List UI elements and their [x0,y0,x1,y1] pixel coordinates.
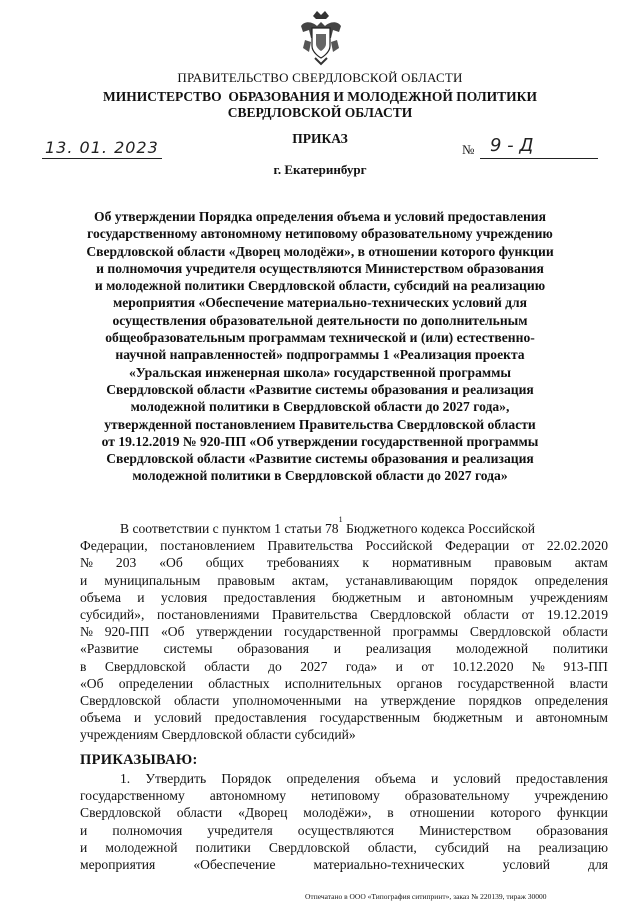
preamble-text: Бюджетного кодекса Российской [342,521,536,536]
word: политики [552,641,608,657]
preamble-line [80,709,608,726]
word: объема [80,710,121,726]
word: государственной [283,624,381,640]
word: № [80,624,93,640]
preamble-text: В соответствии с пунктом 1 статьи 78 [120,521,339,536]
word: государственному [80,788,185,804]
word: и [395,658,403,674]
word: молодежной [105,839,178,855]
word: субсидий [434,839,490,855]
word: на [507,839,521,855]
preamble-line [80,692,608,709]
word: Порядок [221,771,272,786]
word: «Об [159,555,183,571]
preamble-line [80,675,608,692]
word: и [137,589,145,605]
word: бюджетным [433,710,503,726]
word: Федерации [445,538,510,554]
word: муниципальным [104,572,201,588]
title-line: Об утверждении Порядка определения объема и условий предоставления [94,209,546,224]
ministry-name [0,89,640,121]
title-line: Свердловской области «Дворец молодёжи», в отношении которого функции [86,243,554,259]
word: от [521,606,535,622]
city: г. Екатеринбург [273,162,367,177]
word: образования [237,641,310,657]
word: образования [536,822,608,838]
title-line: от 19.12.2019 № 920-ПП «Об утверждении государственной программы [101,433,539,449]
ministry-line-1: МИНИСТЕРСТВО ОБРАЗОВАНИЯ И МОЛОДЕЖНОЙ ПОЛИТИКИ [103,89,537,104]
word: актам, [291,572,329,588]
preamble-line [80,572,608,589]
word: нетиповому [310,788,380,804]
word: области [463,606,510,622]
word: программы [392,624,459,640]
word: Министерством [419,822,512,838]
word: утверждении [196,624,273,640]
order-directive: ПРИКАЗЫВАЮ: [80,752,198,768]
word: условий [453,771,501,786]
word: порядков [468,692,522,708]
preamble-line [80,640,608,657]
word: Свердловской [370,606,452,622]
word: № [80,555,93,571]
word: 203 [115,555,137,571]
word: нормативным [391,555,472,571]
word: политики [195,839,251,855]
word: условий [502,856,551,872]
word: и [515,710,523,726]
word: предоставления [515,771,608,786]
word: и [80,839,88,855]
word: Федерации, [80,538,148,554]
word: молодежной [456,641,529,657]
word: постановлениями [156,606,260,622]
word: материально-технических [313,856,465,872]
word: актам [574,555,608,571]
word: правовым [494,555,552,571]
title-line: утвержденной постановлением Правительства Свердловской области [104,416,536,432]
word: Российской [365,538,433,554]
superscript: 1 [338,515,343,524]
number-sign: № [462,142,475,157]
word: «Развитие [80,641,139,657]
word: автономным [535,710,608,726]
word: в [80,658,87,674]
word: автономным [441,589,514,605]
word: требованиях [266,555,340,571]
order-item-1 [80,770,608,873]
word: определения [286,771,360,786]
item-line [80,856,608,873]
word: и [80,822,88,838]
word: Свердловской [80,692,161,708]
word: бюджетным [331,589,402,605]
word: на [354,692,368,708]
item-line [80,822,608,839]
word: порядок [470,572,518,588]
item-line [80,839,608,856]
word: определения [534,572,608,588]
title-line: молодежной политики в Свердловской области до 2027 года» [132,468,508,484]
government-name: ПРАВИТЕЛЬСТВО СВЕРДЛОВСКОЙ ОБЛАСТИ [177,70,463,85]
word: предоставления [214,710,307,726]
handwritten-date: 13. 01. 2023 [45,138,159,157]
word: «Обеспечение [193,856,276,872]
word: областных [208,675,270,691]
word: и [417,589,425,605]
word: области [173,692,220,708]
word: исполнительных [284,675,382,691]
word: общих [205,555,244,571]
word: и [133,710,142,726]
word: Свердловской [80,805,161,821]
word: органов [396,675,443,691]
word: 19.12.2019 [546,606,608,622]
word: Правительства [267,538,354,554]
word: молодёжи», [303,805,372,821]
word: постановлением [160,538,256,554]
word: № [531,658,545,674]
word: правовым [217,572,275,588]
word: определении [118,675,194,691]
word: условий [154,710,202,726]
title-line: государственному автономному нетиповому образовательному учреждению [87,226,553,242]
title-line: и полномочия учредителя осуществляются Министерством образования [96,260,544,276]
title-line: общеобразовательным программам технической и (или) естественно- [105,330,535,346]
preamble-paragraph [80,515,608,743]
title-line: молодежной политики в Свердловской области до 2027 года», [130,399,510,415]
preamble-first-line [80,515,608,537]
word: которого [490,805,542,821]
word: года» [345,658,378,674]
preamble-line [80,623,608,640]
word: и [333,641,342,657]
word: 10.12.2020 [452,658,514,674]
word: реализация [365,641,432,657]
title-line: мероприятия «Обеспечение материально-технических условий для [112,295,528,311]
word: области [204,658,250,674]
word: условия [160,589,208,605]
word: 22.02.2020 [546,538,608,554]
word: власти [569,675,608,691]
word: предоставления [223,589,316,605]
word: Свердловской [268,839,350,855]
word: «Об [160,624,185,640]
word: уполномоченными [232,692,342,708]
item-line [80,787,608,804]
word: образовательному [404,788,510,804]
word: объема [80,589,121,605]
word: 920-ПП [104,624,150,640]
word: утверждение [380,692,456,708]
word: области, [367,839,417,855]
preamble-line [80,606,608,623]
word: учреждению [534,788,608,804]
document-title [68,208,572,485]
ministry-line-2: СВЕРДЛОВСКОЙ ОБЛАСТИ [227,105,413,120]
word: области [562,624,608,640]
word: до [268,658,282,674]
word: от [421,658,434,674]
title-line: научной направленностей» подпрограммы 1 «Реализация проекта [115,347,525,363]
word: 913-ПП [563,658,608,674]
word: определения [534,692,608,708]
word: учреждениям [529,589,608,605]
preamble-line [80,537,608,554]
word: субсидий», [80,606,145,622]
title-line: «Уральская инженерная школа» государственной программы [129,364,511,380]
word: 2027 [300,658,328,674]
word: для [588,856,608,872]
item-line [80,804,608,821]
word: объема [374,771,416,786]
word: государственным [319,710,421,726]
print-footer: Отпечатано в ООО «Типография ситипринт», заказ № 220139, тираж 30000 [305,892,547,901]
word: области [176,805,223,821]
word: и [430,771,439,786]
word: полномочия [112,822,183,838]
word: к [362,555,369,571]
coat-of-arms-emblem [295,8,347,66]
word: отношении [409,805,475,821]
word: функции [556,805,608,821]
title-line: и молодежной политики Свердловской области, субсидий на реализацию [94,278,546,294]
preamble-line [80,589,608,606]
preamble-line [80,554,608,571]
word: в [387,805,394,821]
word: Правительства [271,606,358,622]
word: 1. [120,771,131,786]
word: государственной [457,675,555,691]
word: Свердловской [104,658,186,674]
title-line: осуществления образовательной деятельности по дополнительным [112,312,528,328]
word: мероприятия [80,856,156,872]
word: и [80,572,88,588]
word: устанавливающим [345,572,453,588]
doc-type: ПРИКАЗ [292,131,348,146]
word: «Об [80,675,104,691]
word: системы [163,641,213,657]
preamble-line [80,658,608,675]
preamble-line [80,726,608,743]
item-line [80,770,608,787]
word: учредителя [207,822,273,838]
word: реализацию [538,839,608,855]
word: автономному [209,788,287,804]
word: осуществляются [297,822,395,838]
title-line: Свердловской области «Развитие системы образования и реализация [106,451,534,467]
word: Утвердить [145,771,207,786]
title-line: Свердловской области «Развитие системы образования и реализация [106,381,534,397]
line-text: учреждениям Свердловской области субсидий» [80,727,356,743]
word: «Дворец [238,805,288,821]
word: Свердловской [469,624,551,640]
word: от [521,538,535,554]
handwritten-number: 9 - Д [490,135,534,156]
